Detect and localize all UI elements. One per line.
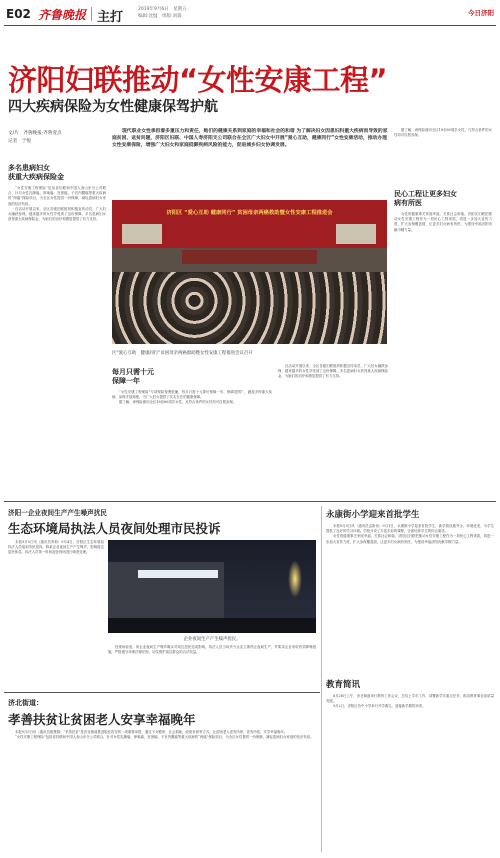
issue-date: 2019年9月6日 星期五 [138,7,187,12]
screen-right [336,224,376,244]
section-c-title: 民心工程让更多妇女 病有所医 [394,190,457,207]
paragraph: 自活动开展以来，全区各级妇联组织积极宣传动员，广大妇女踊跃参保，越来越多的女性享受到了这份保障，多名患病妇女获得重大疾病保险金，为她们的治疗和康复提供了有力支持。 [8,206,106,222]
audience [112,272,387,344]
stage-banner: 济阳区 “爱心互助 健康同行” 贫困母亲两癌救助暨女性安康工程推进会 [166,210,333,216]
conference-photo [112,200,387,344]
story4-title: 孝善扶贫让贫困老人安享幸福晚年 [8,712,196,727]
page-number: E02 [6,7,31,21]
paragraph: 本报9月5日讯（通讯员骆慧娟）“孝善扶贫”是济北街道推进脱贫攻坚的一项重要举措，通过子女赡养、社会捐助、政府补贴等方式，让贫困老人老有所养、老有所依，安享幸福晚年。 [15,730,288,734]
paragraph: 经现场检查，该企业夜间生产噪声确实对周边居民造成影响，执法人员当场责令企业立即停止夜间生产，并要求企业采取有效降噪措施，严格遵守环保法律法规，切实维护周边群众的合法权益。 [108,645,316,655]
story2-kicker: 济阳一企业夜间生产产生噪声扰民 [8,509,107,517]
paragraph: 本报9月5日讯（通讯员孟新伟）9月1日，永康街小学迎来首批学生，新学校设施齐全、环境优美，为学生提供了良好的学习环境。学校开设了丰富多彩的课程，全面培养学生的综合素质。 [326,524,494,534]
paragraph: 自活动开展以来，全区各级妇联组织积极宣传动员，广大妇女踊跃参保，越来越多的女性享受到了这份保障，多名患病妇女获得重大疾病保险金，为她们的治疗和康复提供了有力支持。 [278,364,388,379]
column-divider [321,506,322,852]
edition-label: 今日济阳 [468,9,494,17]
section-c-body [394,212,492,496]
masthead-rule [4,25,496,26]
logo-divider [91,7,92,21]
masthead [0,0,500,26]
lead-paragraph: 现代职业女性承担着多重压力和责任，她们的健康关系到家庭的幸福和社会的和谐 为了解决妇女因患妇科重大疾病而导致的家庭贫困、返贫问题，济阳区妇联、中国人寿济阳支公司联合在全区广大妇女中开展“爱心互助，健康同行”女性安康活动，推动办理女性安康保险，增强广大妇女和家庭抵御疾病风险的能力，促进城乡妇女协调发展。 [112,129,388,149]
factory-photo-caption: 企业夜间生产产生噪声扰民。 [183,637,241,642]
factory-lamp [288,560,302,598]
story2-body-left [8,540,104,688]
paragraph: 9月2日，济阳区各中小学举行开学典礼，迎接新学期的到来。 [333,704,426,709]
story2-title: 生态环境局执法人员夜间处理市民投诉 [8,521,221,536]
story3-body [326,524,494,672]
section-a-body [8,186,106,496]
divider-top [4,501,496,502]
section-b-body-cont [278,364,388,494]
section-label: 主打 [97,10,124,25]
sub-headline: 四大疾病保险为女性健康保驾护航 [8,99,218,115]
paragraph: 女性的健康事关家庭幸福、关系社会和谐。济阳区妇联把推动女性安康工程作为一项民心工程来抓，将进一步加大宣传力度，扩大参保覆盖面，让更多妇女病有所医，为建设幸福济阳贡献巾帼力量。 [326,534,494,544]
brief-body [326,694,494,852]
editor-credit: 编辑:沈愠 组版:刘森 [138,14,182,19]
paragraph: 据了解，该保险面向全区18至60周岁女性，凡符合条件的女性均可自愿参保。 [394,128,492,138]
paper-logo: 齐鲁晚报 [38,8,87,22]
factory-night-photo [108,540,316,633]
story2-body-right [108,645,316,688]
factory-lights [138,570,218,578]
paragraph: 本报9月5日讯（通讯员李莉）9月4日，济阳区生态环境局执法人员接到市民投诉，称某企业夜间生产产生噪声，影响周边居民休息。执法人员第一时间赶赴现场进行调查处理。 [8,540,104,555]
paragraph: “女性安康工程保险”包括省妇联和中国人寿山东分公司联合，针对女性乳腺癌、卵巢癌、宫颈癌、子宫内膜癌等重大疾病的“两癌”保险项目，为全区女性提供一份保障，减轻患病妇女家庭的经济负担。 [8,186,106,206]
paragraph: “女性安康工程保险”专项保险保费低廉，每月只需十元即可保障一年，保障范围广，涵盖多种重大疾病，参保手续简便，为广大妇女提供了实实在在的健康保障。 [112,390,272,400]
screen-left [122,224,162,244]
byline-1: 文/片 齐鲁晚报·齐鲁壹点 [8,131,62,136]
story3-title: 永康街小学迎来首批学生 [326,510,420,520]
paragraph: 女性的健康事关家庭幸福、关系社会和谐。济阳区妇联把推动女性安康工程作为一项民心工程来抓，将进一步加大宣传力度，扩大参保覆盖面，让更多妇女病有所医，为建设幸福济阳贡献巾帼力量。 [394,212,492,232]
section-a-title: 多名患病妇女 获重大疾病保险金 [8,164,64,181]
brief-title: 教育简讯 [326,680,361,690]
main-headline: 济阳妇联推动“女性安康工程” [8,63,388,97]
conference-photo-caption: 区“爱心互助 健康同行”贫困母亲两癌救助暨女性安康工程推进会议召开 [112,351,253,356]
paragraph: 8月28日上午，济北街道举行教育工作会议，总结上学年工作，部署新学年重点任务，推动教育事业高质量发展。 [326,694,494,704]
story4-body [8,730,316,852]
story4-kicker: 济北街道： [8,699,43,707]
paragraph: “女性安康工程保险”包括省妇联和中国人寿山东分公司联合，针对女性乳腺癌、卵巢癌、宫颈癌、子宫内膜癌等重大疾病的“两癌”保险项目，为全区女性提供一份保障，减轻患病妇女家庭的经济负担。 [15,735,314,740]
byline-2: 记者 于悦 [8,139,31,144]
section-b-body [112,390,272,495]
head-table [182,250,317,264]
section-b-title: 每月只需十元 保障一年 [112,368,154,385]
paragraph: 据了解，该保险面向全区18至60周岁女性，凡符合条件的女性均可自愿参保。 [119,400,237,405]
factory-ground [108,618,316,633]
divider-bottom [4,692,320,693]
right-column-top [394,128,492,186]
